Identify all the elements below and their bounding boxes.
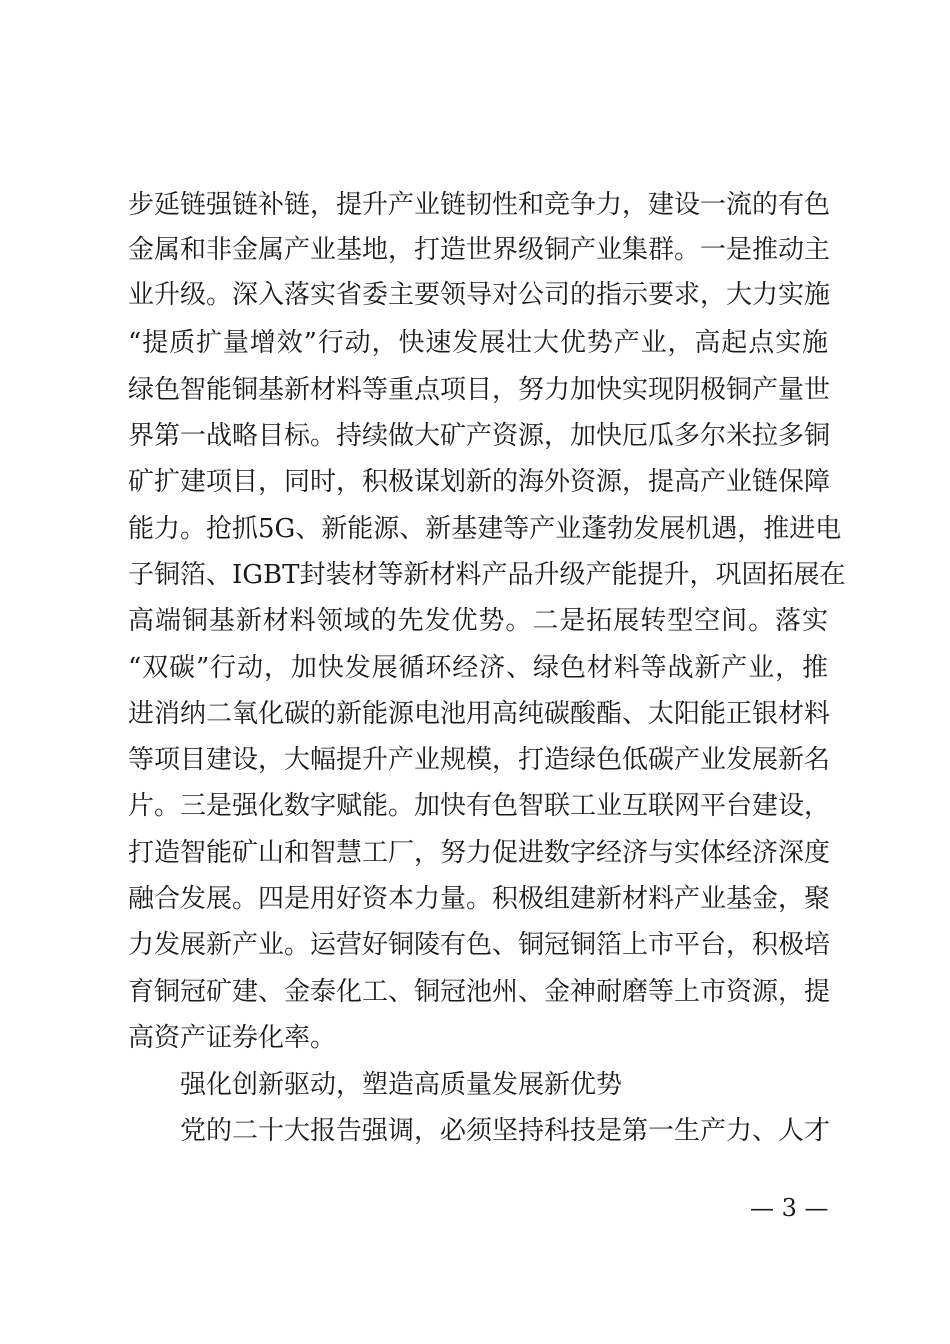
paragraph-line: 育铜冠矿建、金泰化工、铜冠池州、金神耐磨等上市资源，提 [128,977,831,1007]
paragraph-line: 进消纳二氧化碳的新能源电池用高纯碳酸酯、太阳能正银材料 [128,699,831,729]
paragraph-line: “提质扩量增效”行动，快速发展壮大优势产业，高起点实施 [128,328,828,358]
paragraph-line: 片。三是强化数字赋能。加快有色智联工业互联网平台建设， [128,791,831,821]
paragraph-line: 界第一战略目标。持续做大矿产资源，加快厄瓜多尔米拉多铜 [128,421,831,451]
paragraph-line: 能力。抢抓5G、新能源、新基建等产业蓬勃发展机遇，推进电 [128,514,842,544]
paragraph-line: 金属和非金属产业基地，打造世界级铜产业集群。一是推动主 [128,235,831,265]
paragraph-line: 党的二十大报告强调，必须坚持科技是第一生产力、人才 [180,1116,831,1146]
paragraph-line: 打造智能矿山和智慧工厂，努力促进数字经济与实体经济深度 [128,838,831,868]
paragraph-line: 业升级。深入落实省委主要领导对公司的指示要求，大力实施 [128,280,831,310]
page-number: — 3 — [750,1194,829,1222]
paragraph-line: 高端铜基新材料领域的先发优势。二是拓展转型空间。落实 [128,606,828,636]
paragraph-line: 融合发展。四是用好资本力量。积极组建新材料产业基金，聚 [128,884,831,914]
paragraph-line: 子铜箔、IGBT封装材等新材料产品升级产能提升，巩固拓展在 [128,560,846,590]
paragraph-line: 力发展新产业。运营好铜陵有色、铜冠铜箔上市平台，积极培 [128,930,831,960]
paragraph-line: 高资产证券化率。 [128,1023,337,1053]
paragraph-line: 矿扩建项目，同时，积极谋划新的海外资源，提高产业链保障 [128,467,831,497]
paragraph-line: 绿色智能铜基新材料等重点项目，努力加快实现阴极铜产量世 [128,375,831,405]
paragraph-line: 步延链强链补链，提升产业链韧性和竞争力，建设一流的有色 [128,190,831,220]
section-heading: 强化创新驱动，塑造高质量发展新优势 [180,1070,623,1100]
paragraph-line: “双碳”行动，加快发展循环经济、绿色材料等战新产业，推 [128,653,828,683]
paragraph-line: 等项目建设，大幅提升产业规模，打造绿色低碳产业发展新名 [128,745,831,775]
